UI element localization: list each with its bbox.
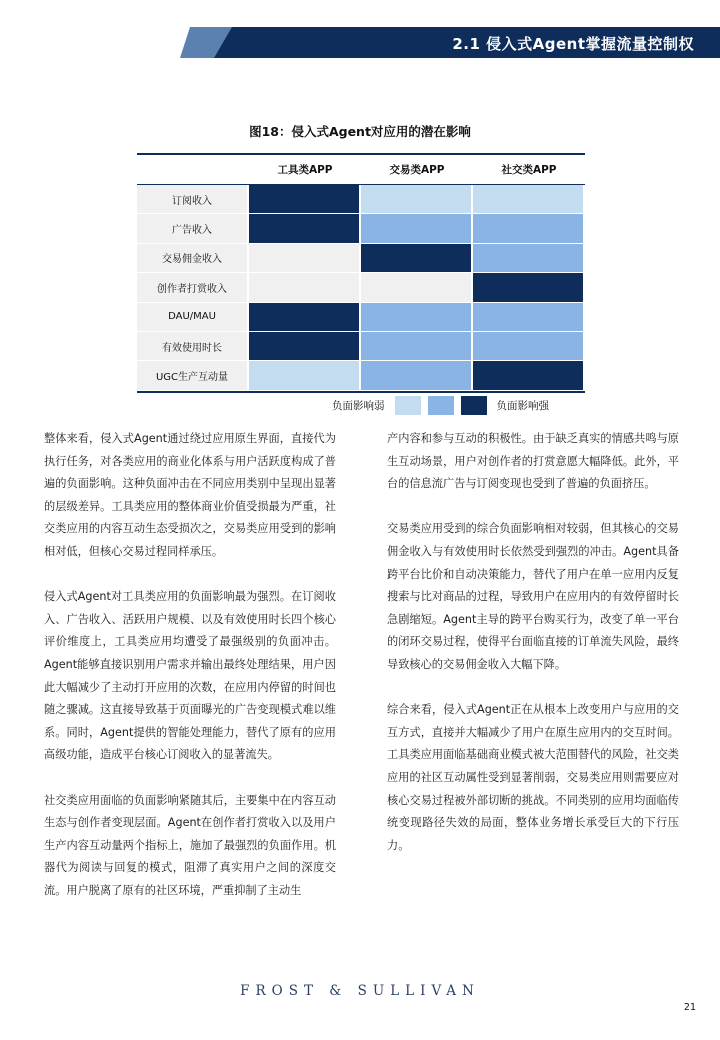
heatmap-cell-0-0 (249, 185, 359, 213)
row-label: 交易佣金收入 (137, 244, 247, 272)
heatmap-legend (332, 395, 549, 415)
heatmap-cell-1-0 (249, 214, 359, 242)
heatmap-row (137, 303, 585, 332)
paragraph: 产内容和参与互动的积极性。由于缺乏真实的情感共鸣与原生互动场景，用户对创作者的打赏意愿大幅降低。此外，平台的信息流广告与订阅变现也受到了普遍的负面挤压。 (387, 432, 679, 491)
heatmap-row (137, 214, 585, 243)
heatmap-column-headers (137, 155, 585, 184)
figure-title: 图18：侵入式Agent对应用的潜在影响 (249, 124, 471, 139)
heatmap-cell-5-1 (361, 332, 471, 360)
paragraph: 社交类应用面临的负面影响紧随其后，主要集中在内容互动生态与创作者变现层面。Agent在创作者打赏收入以及用户生产内容互动量两个指标上，施加了最强烈的负面作用。机器代为阅读与回复的模式，阻滞了真实用户之间的深度交流。用户脱离了原有的社区环境，严重抑制了主动生 (44, 793, 336, 897)
heatmap-cell-0-1 (361, 185, 471, 213)
heatmap-row (137, 361, 585, 390)
legend-swatch-medium (428, 396, 454, 415)
heatmap-cell-5-0 (249, 332, 359, 360)
paragraph: 侵入式Agent对工具类应用的负面影响最为强烈。在订阅收入、广告收入、活跃用户规模、以及有效使用时长四个核心评价维度上，工具类应用均遭受了最强级别的负面冲击。Agent能够直接识别用户需求并输出最终处理结果，用户因此大幅减少了主动打开应用的次数，在应用内停留的时间也随之骤减。这直接导致基于页面曝光的广告变现模式难以维系。同时，Agent提供的智能处理能力，替代了原有的应用高级功能，造成平台核心订阅收入的显著流失。 (44, 590, 336, 762)
heatmap-row (137, 332, 585, 361)
header-banner (0, 27, 720, 58)
row-label: 广告收入 (137, 214, 247, 242)
heatmap-cell-6-2 (473, 361, 583, 389)
paragraph: 综合来看，侵入式Agent正在从根本上改变用户与应用的交互方式，直接并大幅减少了用户在原生应用内的交互时间。工具类应用面临基础商业模式被大范围替代的风险，社交类应用的社区互动属性受到显著削弱，交易类应用则需要应对核心交易过程被外部切断的挑战。不同类别的应用均面临传统变现路径失效的局面，整体业务增长承受巨大的下行压力。 (387, 703, 679, 852)
heatmap-cell-3-2 (473, 273, 583, 301)
heatmap-row (137, 244, 585, 273)
heatmap-cell-1-1 (361, 214, 471, 242)
column-header-social: 社交类APP (501, 164, 557, 176)
row-label: 有效使用时长 (137, 332, 247, 360)
heatmap-row (137, 273, 585, 302)
impact-heatmap (137, 153, 585, 393)
page-number: 21 (683, 1002, 696, 1013)
legend-weak-label: 负面影响弱 (332, 399, 385, 412)
table-bottom-rule (137, 391, 585, 393)
legend-swatch-strong (461, 396, 487, 415)
heatmap-row (137, 185, 585, 214)
legend-swatch-weak (395, 396, 421, 415)
heatmap-cell-5-2 (473, 332, 583, 360)
column-header-trade: 交易类APP (389, 164, 445, 176)
row-label: 订阅收入 (137, 185, 247, 213)
column-header-tools: 工具类APP (277, 164, 333, 176)
heatmap-cell-2-1 (361, 244, 471, 272)
heatmap-cell-4-1 (361, 303, 471, 331)
footer-brand-logo: FROST & SULLIVAN (240, 983, 480, 999)
body-column-left (44, 428, 336, 925)
paragraph: 交易类应用受到的综合负面影响相对较弱，但其核心的交易佣金收入与有效使用时长依然受到强烈的冲击。Agent具备跨平台比价和自动决策能力，替代了用户在单一应用内反复搜索与比对商品的过程，导致用户在应用内的有效停留时长急剧缩短。Agent主导的跨平台购买行为，改变了单一平台的闭环交易过程，使得平台面临直接的订单流失风险，最终导致核心的交易佣金收入大幅下降。 (387, 522, 679, 671)
section-title: 2.1 侵入式Agent掌握流量控制权 (452, 35, 694, 53)
heatmap-rows (137, 185, 585, 391)
heatmap-cell-3-1 (361, 273, 471, 301)
heatmap-cell-3-0 (249, 273, 359, 301)
heatmap-cell-0-2 (473, 185, 583, 213)
heatmap-cell-4-2 (473, 303, 583, 331)
legend-strong-label: 负面影响强 (496, 399, 549, 412)
heatmap-cell-1-2 (473, 214, 583, 242)
heatmap-cell-6-0 (249, 361, 359, 389)
heatmap-cell-4-0 (249, 303, 359, 331)
heatmap-cell-2-0 (249, 244, 359, 272)
body-column-right (387, 428, 679, 880)
row-label: 创作者打赏收入 (137, 273, 247, 301)
heatmap-cell-6-1 (361, 361, 471, 389)
row-label: UGC生产互动量 (137, 361, 247, 389)
row-label: DAU/MAU (137, 303, 247, 331)
heatmap-cell-2-2 (473, 244, 583, 272)
paragraph: 整体来看，侵入式Agent通过绕过应用原生界面，直接代为执行任务，对各类应用的商业化体系与用户活跃度构成了普遍的负面影响。这种负面冲击在不同应用类别中呈现出显著的层级差异。工具类应用的整体商业价值受损最为严重，社交类应用的内容互动生态受损次之，交易类应用受到的影响相对低，但核心交易过程同样承压。 (44, 432, 336, 558)
